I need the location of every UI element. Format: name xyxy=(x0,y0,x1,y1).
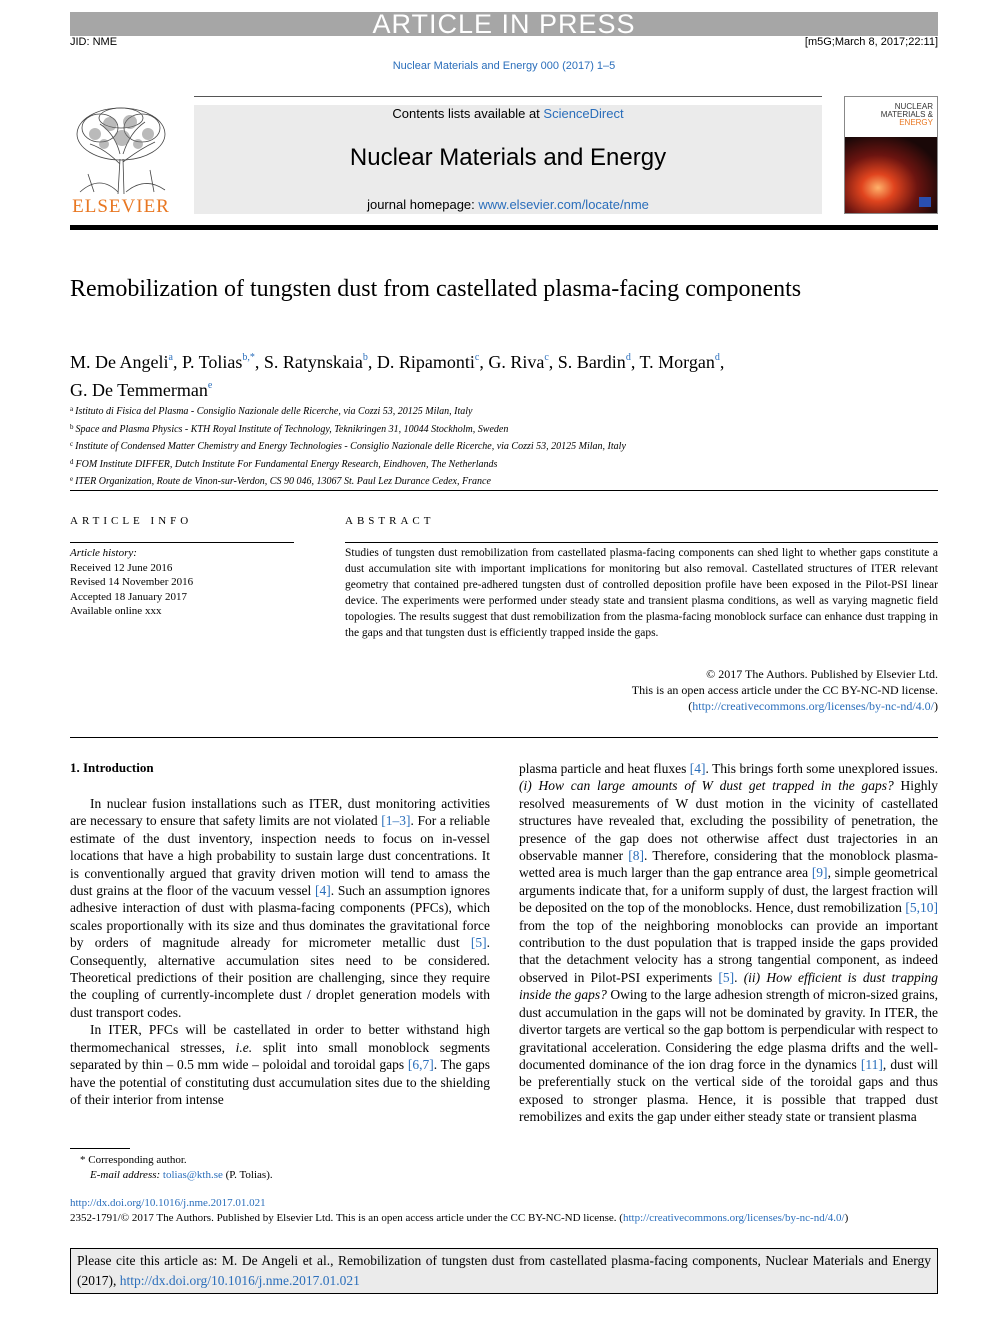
author-affiliation-marker[interactable]: c xyxy=(474,352,480,363)
journal-cover-thumbnail[interactable] xyxy=(844,96,938,214)
affiliation-list xyxy=(70,402,930,490)
cite-this-article-box xyxy=(70,1248,938,1294)
license-url[interactable]: http://creativecommons.org/licenses/by-nc-nd/4.0/ xyxy=(692,699,934,713)
affiliation-text: Space and Plasma Physics - KTH Royal Institute of Technology, Teknikringen 31, 10044 Stockholm, Sweden xyxy=(75,423,509,435)
homepage-link[interactable]: www.elsevier.com/locate/nme xyxy=(478,197,649,212)
license-line: This is an open access article under the CC BY-NC-ND license. xyxy=(631,683,938,697)
cite-text: Please cite this article as: M. De Angeli et al., Remobilization of tungsten dust from castellated plasma-facing components, Nuclear Materials and Energy (2017), xyxy=(77,1253,931,1288)
abstract-heading: ABSTRACT xyxy=(345,515,435,527)
cover-title-line2: MATERIALS & xyxy=(880,110,933,119)
license-close-paren: ) xyxy=(934,699,938,713)
author-name[interactable]: S. Ratynskaia xyxy=(263,352,363,372)
author-separator: , xyxy=(630,352,640,372)
article-info-rule xyxy=(70,542,294,543)
affiliation-label: a xyxy=(70,405,74,413)
citation-link[interactable]: [6,7] xyxy=(407,1057,434,1073)
body-text: In ITER, PFCs will be castellated in order to better withstand high thermomechanical stresses, xyxy=(70,1022,490,1055)
corresponding-author-footnote xyxy=(70,1153,490,1183)
body-column-left xyxy=(70,795,490,1108)
italic-text: i.e. xyxy=(235,1039,253,1055)
email-link[interactable]: tolias@kth.se xyxy=(162,1169,223,1181)
article-in-press-banner: ARTICLE IN PRESS xyxy=(70,12,938,36)
body-text: , simple geometrical arguments indicate that, for a uniform supply of dust, the largest fraction will be deposited on the top of the monoblocks. Hence, dust remobilization xyxy=(519,865,938,916)
masthead-top-rule xyxy=(194,96,822,97)
author-name[interactable]: S. Bardin xyxy=(557,352,626,372)
cite-doi-link[interactable]: http://dx.doi.org/10.1016/j.nme.2017.01.021 xyxy=(119,1273,360,1288)
issn-line xyxy=(70,1212,938,1224)
body-text: . This brings forth some unexplored issues. xyxy=(705,761,938,776)
elsevier-wordmark: ELSEVIER xyxy=(72,196,170,217)
body-text: . Consequently, alternative accumulation sites need to be considered. Theoretical predictions of their position are challenging, since they require the coupling of currently-incomplete dust / droplet generation models with dust transport codes. xyxy=(70,935,490,1020)
cover-title xyxy=(881,103,933,127)
author-name[interactable]: D. Ripamonti xyxy=(376,352,475,372)
body-text: . Such an assumption ignores adhesive interaction of dust with plasma-facing components (PFCs), which scales proportionally with its size and thus dominates the gravitational force by orders of magnitude already for micrometer metallic dust xyxy=(70,883,490,951)
affiliation-text: Istituto di Fisica del Plasma - Consiglio Nazionale delle Ricerche, via Cozzi 53, 20125 Milan, Italy xyxy=(75,406,473,417)
citation-link[interactable]: [5] xyxy=(718,969,735,985)
history-label: Article history: xyxy=(70,547,137,559)
intro-paragraph-1 xyxy=(70,795,490,1021)
affiliation-label: d xyxy=(70,457,74,466)
author-affiliation-marker[interactable]: e xyxy=(207,380,213,391)
contents-prefix: Contents lists available at xyxy=(392,106,544,121)
author-separator: , xyxy=(479,352,489,372)
section-introduction-heading: 1. Introduction xyxy=(70,760,154,775)
cover-title-line1: NUCLEAR xyxy=(894,102,933,111)
author-list xyxy=(70,346,930,402)
corresponding-label: Corresponding author. xyxy=(88,1154,187,1166)
doi-link[interactable]: http://dx.doi.org/10.1016/j.nme.2017.01.021 xyxy=(70,1197,266,1209)
body-text: Highly resolved measurements of W dust motion in the vicinity of castellated structures have revealed that, excluding the possibility of penetration, the presence of the gap does not otherwise affect dust trajectories in an observable manner xyxy=(519,778,938,864)
citation-link[interactable]: [5] xyxy=(470,935,487,951)
received-date: Received 12 June 2016 xyxy=(70,561,173,574)
journal-homepage-line xyxy=(194,197,822,212)
affiliation-text: ITER Organization, Route de Vinon-sur-Verdon, CS 90 046, 13067 St. Paul Lez Durance Cedex, France xyxy=(75,476,491,488)
affiliation-label: b xyxy=(70,422,74,431)
license-url-line xyxy=(345,698,938,714)
affiliation-item xyxy=(70,420,930,438)
footnote-line-2 xyxy=(70,1168,490,1183)
revised-date: Revised 14 November 2016 xyxy=(70,576,194,588)
email-label: E-mail address: xyxy=(90,1169,163,1181)
body-text: . Therefore, considering that the monoblock plasma-wetted area is much larger than the gap entrance area xyxy=(519,848,938,881)
author-affiliation-marker[interactable]: d xyxy=(625,352,631,363)
homepage-prefix: journal homepage: xyxy=(367,197,479,212)
footnote-star: * xyxy=(80,1154,86,1166)
footnote-line-1 xyxy=(70,1153,490,1168)
citation-link[interactable]: [1–3] xyxy=(381,813,411,829)
citation-link[interactable]: [5,10] xyxy=(905,900,938,916)
online-date: Available online xxx xyxy=(70,605,162,617)
author-affiliation-marker[interactable]: a xyxy=(168,352,173,363)
italic-text: (i) How can large amounts of W dust get trapped in the gaps? xyxy=(519,778,894,794)
author-name[interactable]: P. Tolias xyxy=(181,352,243,372)
author-affiliation-marker[interactable]: b xyxy=(362,352,368,363)
body-text: . xyxy=(734,969,744,985)
footnote-rule xyxy=(70,1148,130,1149)
author-affiliation-marker[interactable]: c xyxy=(544,352,549,363)
issn-close: ) xyxy=(844,1212,849,1224)
abstract-rule xyxy=(345,542,938,543)
affiliation-text: FOM Institute DIFFER, Dutch Institute For Fundamental Energy Research, Eindhoven, The Netherlands xyxy=(75,458,498,470)
body-text: from the top of the neighboring monoblocks can provide an important contribution to the dust population that is trapped inside the gaps provided that the detachment velocity has a strong tangential component, as indeed observed in Pilot-PSI experiments xyxy=(519,917,938,985)
author-separator: , xyxy=(548,352,558,372)
body-text: . For a reliable estimate of the dust inventory, inspection needs to focus on in-vessel locations that have a high probability to sustain large dust concentrations. It is conventionally argued that gravity driven motion will tend to amass the dust grains at the floor of the vacuum vessel xyxy=(70,813,490,899)
affiliation-item xyxy=(70,472,930,490)
author-separator: , xyxy=(254,352,264,372)
journal-id: JID: NME xyxy=(70,36,118,48)
author-separator: , xyxy=(172,352,182,372)
citation-link[interactable]: [8] xyxy=(628,848,645,864)
affiliation-label: c xyxy=(70,440,74,449)
citation-link[interactable]: [4] xyxy=(314,883,331,899)
body-text: split into small monoblock segments separated by thin – 0.5 mm wide – poloidal and toroidal gaps xyxy=(70,1039,490,1073)
build-stamp: [m5G;March 8, 2017;22:11] xyxy=(804,36,938,48)
italic-text: (ii) How efficient is dust trapping inside the gaps? xyxy=(519,969,938,1003)
affiliation-label: e xyxy=(70,475,74,484)
body-text: In nuclear fusion installations such as ITER, dust monitoring activities are necessary to ensure that safety limits are not violated xyxy=(70,796,490,829)
author-affiliation-marker[interactable]: b,* xyxy=(242,352,255,363)
citation-link[interactable]: [9] xyxy=(811,865,828,881)
intro-paragraph-2 xyxy=(70,1021,490,1108)
author-separator: , xyxy=(719,352,725,372)
body-column-right xyxy=(519,760,938,1126)
affiliation-item xyxy=(70,402,930,420)
sciencedirect-link[interactable]: ScienceDirect xyxy=(543,106,624,121)
author-name[interactable]: T. Morgan xyxy=(639,352,715,372)
accepted-date: Accepted 18 January 2017 xyxy=(70,590,187,603)
article-title: Remobilization of tungsten dust from castellated plasma-facing components xyxy=(70,276,802,302)
journal-reference[interactable]: Nuclear Materials and Energy 000 (2017) 1–5 xyxy=(392,60,616,72)
license-open-paren: ( xyxy=(688,699,693,713)
cover-title-line3: ENERGY xyxy=(899,118,933,127)
abstract-copyright xyxy=(345,666,938,714)
masthead-bottom-rule xyxy=(70,225,938,230)
article-history xyxy=(70,546,294,619)
author-affiliation-marker[interactable]: d xyxy=(714,352,720,363)
contents-available-line xyxy=(194,106,822,121)
issn-text: 2352-1791/© 2017 The Authors. Published by Elsevier Ltd. This is an open access article under the CC BY-NC-ND license. ( xyxy=(70,1212,623,1224)
body-text: , dust will be preferentially stuck on the vertical side of the toroidal gaps and thus exposed to stronger plasma. Hence, it is possible that trapped dust remobilizes and exits the gap under either steady state or transient plasma xyxy=(519,1056,939,1125)
citation-link[interactable]: [4] xyxy=(689,761,706,776)
author-name[interactable]: G. De Temmerman xyxy=(70,380,208,400)
affiliation-text: Institute of Condensed Matter Chemistry and Energy Technologies - Consiglio Nazionale delle Ricerche, via Cozzi 53, 20125 Milan, Italy xyxy=(75,441,626,453)
author-name[interactable]: G. Riva xyxy=(488,352,545,372)
intro-paragraph-continued xyxy=(519,760,938,1126)
copyright-line: © 2017 The Authors. Published by Elsevier Ltd. xyxy=(706,667,938,681)
affiliation-item xyxy=(70,455,930,473)
author-name[interactable]: M. De Angeli xyxy=(70,352,169,372)
issn-license-url[interactable]: http://creativecommons.org/licenses/by-nc-nd/4.0/ xyxy=(622,1212,845,1224)
journal-title: Nuclear Materials and Energy xyxy=(349,144,667,171)
body-text: plasma particle and heat fluxes xyxy=(519,761,690,776)
title-block-divider xyxy=(70,490,938,491)
email-suffix: (P. Tolias). xyxy=(222,1169,273,1181)
affiliation-item xyxy=(70,437,930,455)
body-text: Owing to the large adhesion strength of micron-sized grains, dust accumulation in the gaps will not be dominated by gravity. In ITER, the divertor targets are vertical so the gap bottom is perpendicular with respect to gravitational acceleration. Considering the edge plasma drifts and the well-documented dominance of the ion drag force in the dynamics xyxy=(519,987,939,1072)
abstract-divider xyxy=(70,737,938,738)
article-info-heading: ARTICLE INFO xyxy=(70,515,193,527)
author-separator: , xyxy=(367,352,377,372)
body-text: . The gaps have the potential of constituting dust accumulation sites due to the shielding of their interior from intense xyxy=(70,1057,490,1107)
abstract-text: Studies of tungsten dust remobilization from castellated plasma-facing components can shed light to whether gaps constitute a dust accumulation site with important implications for monitoring but also removal. Castellated structures of ITER relevant geometry that contained pre-adhered tungsten dust of controlled deposition profile have been exposed in the Pilot-PSI linear device. The experiments were performed under steady state and transient plasma conditions, as well as varying magnetic field topologies. The results suggest that dust remobilization from the plasma-facing monoblock surface can enhance dust trapping in the gaps and that tungsten dust is efficiently trapped inside the gaps. xyxy=(345,547,938,639)
citation-link[interactable]: [11] xyxy=(860,1056,883,1072)
